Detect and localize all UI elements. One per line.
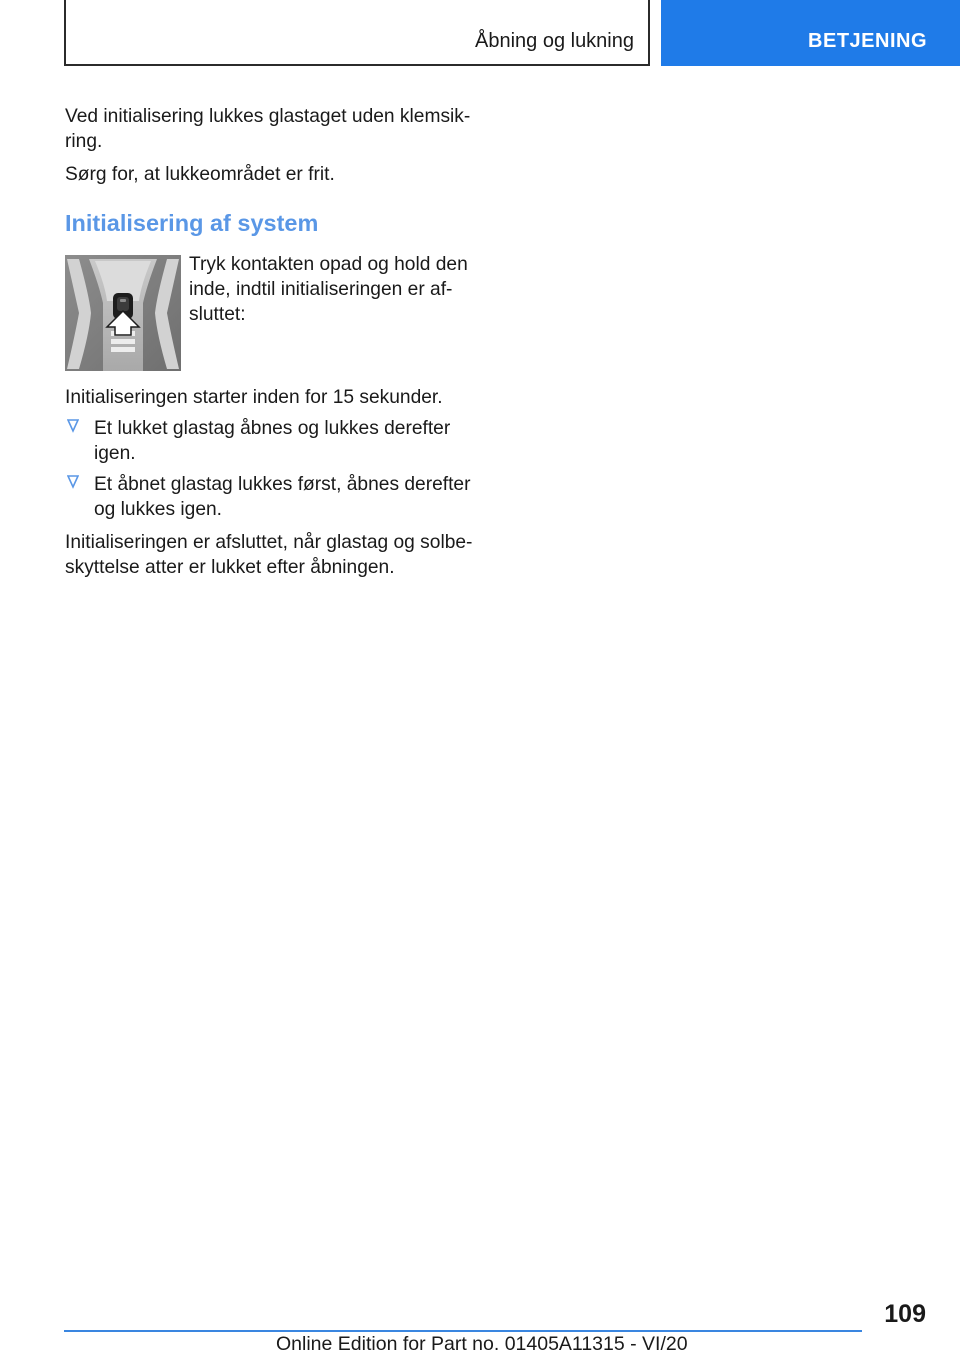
footer-divider xyxy=(64,1330,862,1332)
paragraph-complete-line2: skyttelse atter er lukket efter åbningen. xyxy=(65,557,395,578)
list-item-line1: Et lukket glastag åbnes og lukkes derefter xyxy=(94,418,451,439)
list-item-line2: og lukkes igen. xyxy=(94,499,222,520)
figure-caption-line3: sluttet: xyxy=(189,304,246,325)
list-item-text xyxy=(94,416,476,466)
figure-caption xyxy=(189,252,479,327)
paragraph-intro-line1: Ved initialisering lukkes glastaget uden klemsik- xyxy=(65,106,471,127)
list-item-line1: Et åbnet glastag lukkes først, åbnes derefter xyxy=(94,474,471,495)
chapter-tab[interactable] xyxy=(661,0,960,66)
chapter-tab-label: BETJENING xyxy=(808,30,927,52)
paragraph-intro xyxy=(65,104,475,154)
figure-caption-line2: inde, indtil initialiseringen er af- xyxy=(189,279,453,300)
triangle-bullet-icon xyxy=(67,475,79,489)
page-number: 109 xyxy=(884,1300,926,1328)
roof-switch-illustration xyxy=(65,255,181,371)
paragraph-start: Initialiseringen starter inden for 15 sekunder. xyxy=(65,387,443,408)
paragraph-clear-area: Sørg for, at lukkeområdet er frit. xyxy=(65,164,335,185)
figure-caption-line1: Tryk kontakten opad og hold den xyxy=(189,254,468,275)
roof-switch-icon xyxy=(65,255,181,371)
section-title: Åbning og lukning xyxy=(474,30,634,52)
paragraph-intro-line2: ring. xyxy=(65,131,103,152)
triangle-bullet-icon xyxy=(67,419,79,433)
header-section-box xyxy=(64,0,650,66)
paragraph-complete-line1: Initialiseringen er afsluttet, når glastag og solbe- xyxy=(65,532,473,553)
paragraph-complete xyxy=(65,530,475,580)
section-heading: Initialisering af system xyxy=(65,210,319,236)
list-item-line2: igen. xyxy=(94,443,136,464)
footer-edition: Online Edition for Part no. 01405A11315 - VI/20 xyxy=(276,1333,688,1355)
list-item-text xyxy=(94,472,476,522)
